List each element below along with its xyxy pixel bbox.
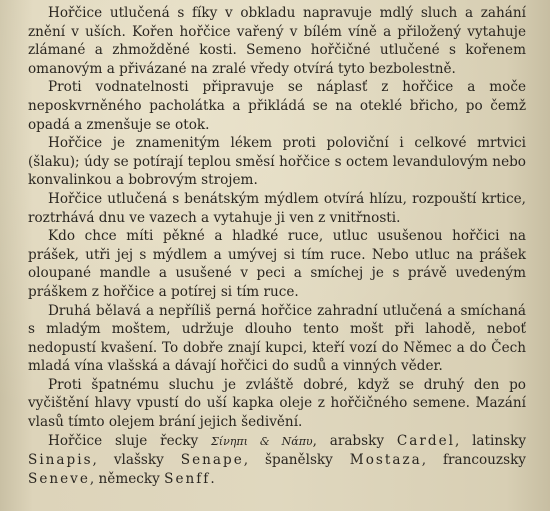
german-name: Senff <box>164 470 211 487</box>
german-label: , německy <box>89 470 160 487</box>
paragraph-hands-remedy: Kdo chce míti pěkné a hladké ruce, utluc usušenou hořčici na prášek, utři jej s mýdlem a umývej si tím ruce. Nebo utluc na prášek oloupané mandle a usušené v peci a smíchej je s právě uvedeným práškem z hořčice a potírej si tím ruce. <box>28 228 526 300</box>
paragraph-dropsy-remedy: Proti vodnatelnosti připravuje se náplasť z hořčice a moče neposkvrněného pacholátka a přikládá se na oteklé břicho, po čemž opadá a zmenšuje se otok. <box>28 79 526 133</box>
paragraph-garden-mustard: Druhá bělavá a nepříliš perná hořčice zahradní utlučená a smíchaná s mladým moštem, udržuje dlouho tento mošt při lahodě, neboť nedopustí kvašení. To dobře znají kupci, kteří vozí do Němec a do Čech mladá vína vlašská a dávají hořčici do sudů a vinných věder. <box>28 302 526 375</box>
french-name: Seneve <box>28 470 90 487</box>
paragraph-mustard-names <box>28 432 526 489</box>
paragraph-soap-remedy: Hořčice utlučená s benátským mýdlem otvírá hlízu, rozpouští krtice, roztrhává dnu ve vazech a vytahuje ji ven z vnitřnosti. <box>28 190 526 226</box>
paragraph-hearing-remedy: Hořčice utlučená s fíky v obkladu napravuje mdlý sluch a zahání znění v uších. Kořen hořčice vařený v bílém víně a přiložený vytahuje zlámané a zhmožděné kosti. Semeno hořčičné utlučené s kořenem omanovým a přivázané na zralé vředy otvírá tyto bezbolestně. <box>28 5 526 77</box>
names-intro: Hořčice sluje řecky <box>48 432 199 449</box>
italian-name: Senape <box>180 452 244 469</box>
paragraph-mustard-oil: Proti špatnému sluchu je zvláště dobré, když se druhý den po vyčištění hlavy vpustí do uší kapka oleje z hořčičného semene. Mazání vlasů tímto olejem brání jejich šedivění. <box>28 376 526 431</box>
greek-name: Σίνηπι & Νάπυ <box>210 434 313 448</box>
latin-name: Sinapis <box>28 452 93 469</box>
text-column <box>28 4 526 488</box>
italian-label: , vlašsky <box>92 452 164 469</box>
french-label: , francouzsky <box>421 452 526 469</box>
spanish-name: Mostaza <box>349 452 422 469</box>
arabic-name: Cardel <box>396 432 455 449</box>
arabic-label: , arabsky <box>312 432 385 449</box>
final-period: . <box>210 470 215 487</box>
paragraph-stroke-remedy: Hořčice je znamenitým lékem proti poloviční i celkové mrtvici (šlaku); údy se potírají teplou směsí hořčice s octem levandulovým nebo konvalinkou a bobrovým strojem. <box>28 135 526 189</box>
latin-label: , latinsky <box>454 432 526 449</box>
spanish-label: , španělsky <box>243 452 333 469</box>
